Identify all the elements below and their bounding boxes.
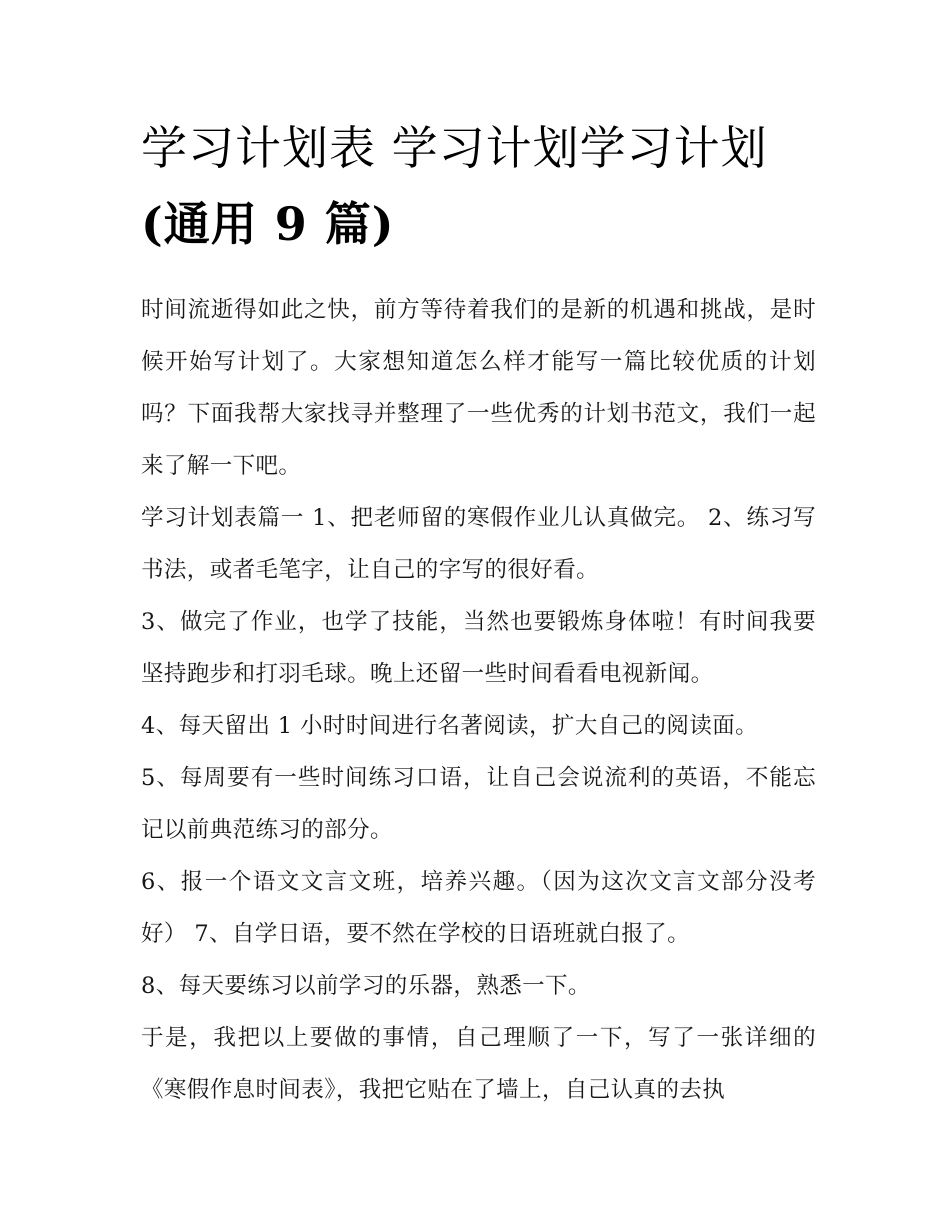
paragraph-plan-8: 8、每天要练习以前学习的乐器，熟悉一下。	[141, 973, 591, 999]
paragraph-plan-5: 5、每周要有一些时间练习口语，让自己会说流利的英语，不能忘记以前典范练习的部分。	[141, 765, 816, 843]
paragraph-plan-3: 3、做完了作业，也学了技能，当然也要锻炼身体啦！有时间我要坚持跑步和打羽毛球。晚上还留一些时间看看电视新闻。	[141, 609, 816, 687]
paragraph-plan-1-2: 学习计划表篇一 1、把老师留的寒假作业儿认真做完。 2、练习写书法，或者毛笔字，让自己的字写的很好看。	[141, 505, 816, 583]
paragraph-intro: 时间流逝得如此之快，前方等待着我们的是新的机遇和挑战，是时候开始写计划了。大家想知道怎么样才能写一篇比较优质的计划吗？下面我帮大家找寻并整理了一些优秀的计划书范文，我们一起来了解一下吧。	[141, 297, 816, 479]
title-line-2: (通用 9 篇)	[141, 197, 395, 251]
paragraph-plan-6-7: 6、报一个语文文言文班，培养兴趣。（因为这次文言文部分没考好） 7、自学日语，要不然在学校的日语班就白报了。	[141, 869, 816, 947]
document-title	[141, 110, 816, 262]
document-body	[141, 284, 816, 1116]
paragraph-plan-4: 4、每天留出 1 小时时间进行名著阅读，扩大自己的阅读面。	[141, 713, 759, 739]
document-page	[141, 110, 816, 1116]
paragraph-summary: 于是，我把以上要做的事情，自己理顺了一下，写了一张详细的《寒假作息时间表》，我把它贴在了墙上，自己认真的去执	[141, 1025, 816, 1103]
title-line-1: 学习计划表 学习计划学习计划	[141, 121, 768, 175]
